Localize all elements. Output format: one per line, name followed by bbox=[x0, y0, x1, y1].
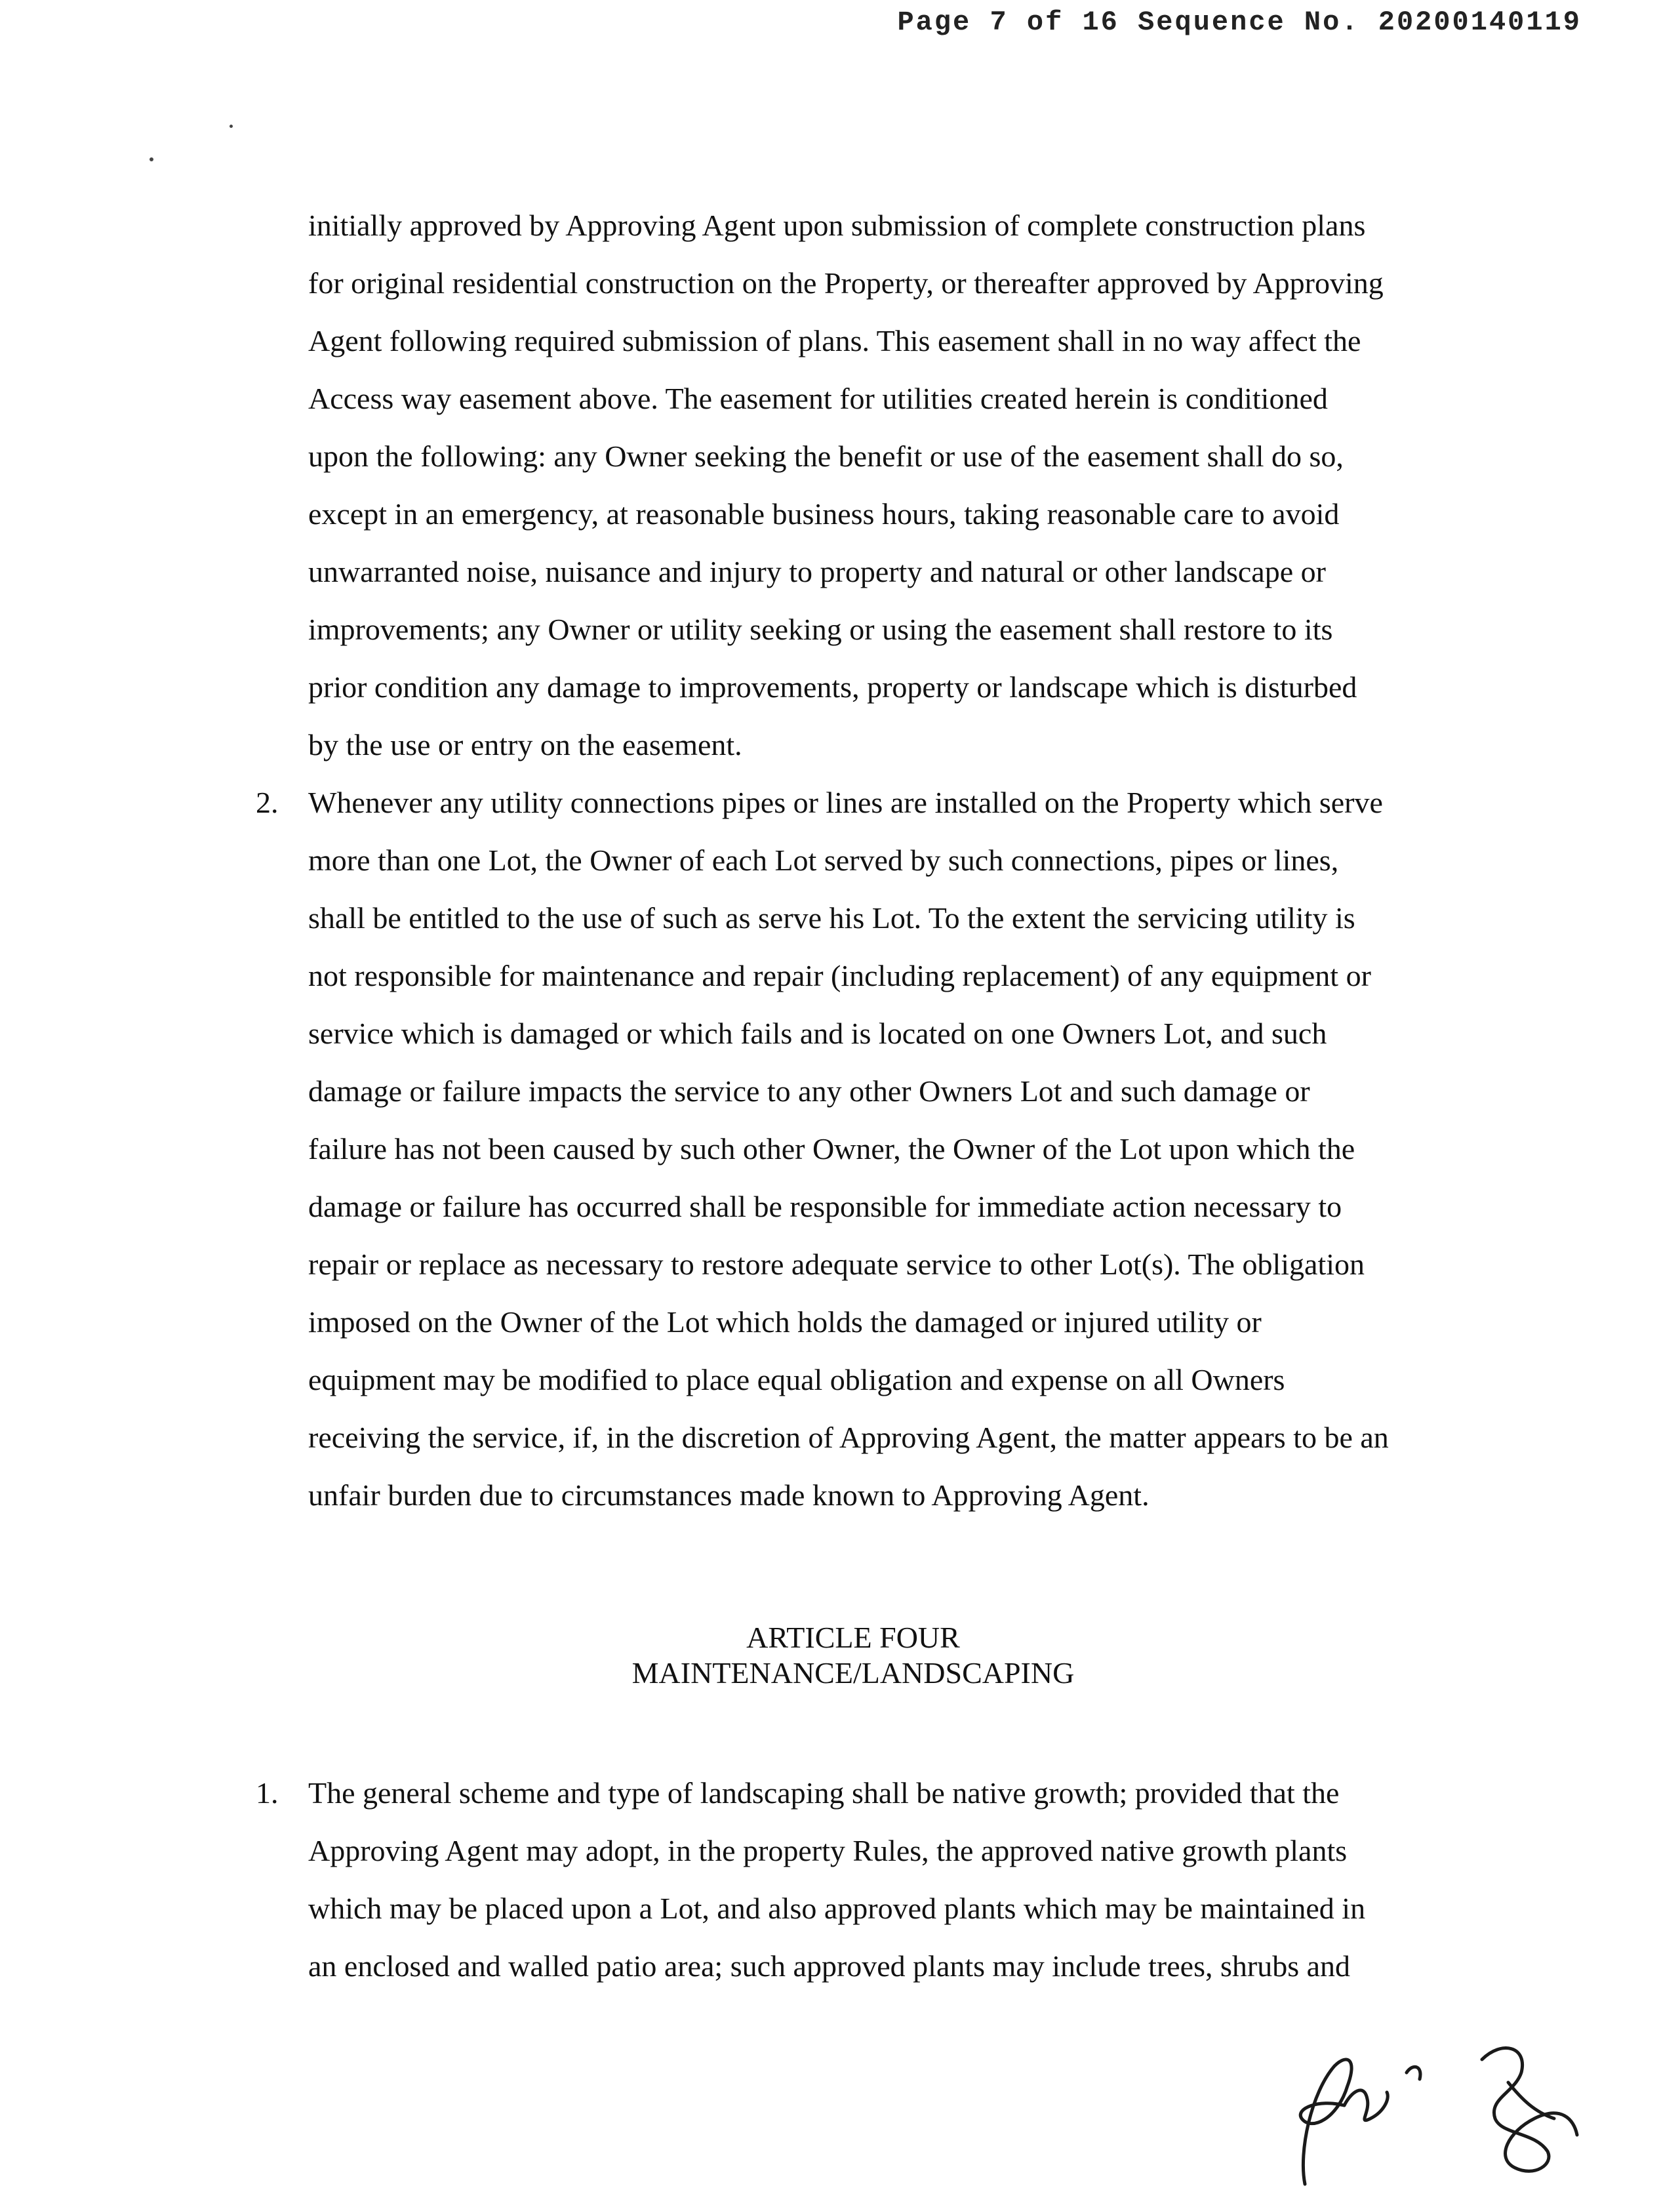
text-line: Access way easement above. The easement for utilities created herein is conditioned bbox=[308, 382, 1328, 415]
text-line: receiving the service, if, in the discretion of Approving Agent, the matter appears to be an bbox=[308, 1421, 1389, 1454]
text-line: Whenever any utility connections pipes or lines are installed on the Property which serve bbox=[308, 786, 1383, 819]
text-line: Approving Agent may adopt, in the property Rules, the approved native growth plants bbox=[308, 1834, 1348, 1867]
page-sequence-header: Page 7 of 16 Sequence No. 20200140119 bbox=[897, 7, 1582, 38]
text-line: unfair burden due to circumstances made known to Approving Agent. bbox=[308, 1478, 1150, 1512]
article-subtitle: MAINTENANCE/LANDSCAPING bbox=[631, 1656, 1075, 1690]
item-number: 2. bbox=[256, 786, 279, 819]
scan-speck bbox=[150, 157, 153, 161]
article-title: ARTICLE FOUR bbox=[746, 1621, 960, 1654]
text-line: service which is damaged or which fails and is located on one Owners Lot, and such bbox=[308, 1017, 1327, 1050]
text-line: The general scheme and type of landscaping shall be native growth; provided that the bbox=[308, 1776, 1340, 1810]
text-line: prior condition any damage to improvements, property or landscape which is disturbed bbox=[308, 670, 1357, 704]
text-line: damage or failure has occurred shall be responsible for immediate action necessary to bbox=[308, 1190, 1342, 1223]
item-number: 1. bbox=[256, 1776, 279, 1810]
text-line: which may be placed upon a Lot, and also approved plants which may be maintained in bbox=[308, 1892, 1366, 1925]
text-line: an enclosed and walled patio area; such approved plants may include trees, shrubs and bbox=[308, 1949, 1351, 1983]
text-line: except in an emergency, at reasonable business hours, taking reasonable care to avoid bbox=[308, 497, 1340, 531]
text-line: repair or replace as necessary to restore adequate service to other Lot(s). The obligation bbox=[308, 1247, 1365, 1281]
text-line: Agent following required submission of plans. This easement shall in no way affect the bbox=[308, 324, 1361, 357]
text-line: more than one Lot, the Owner of each Lot served by such connections, pipes or lines, bbox=[308, 843, 1339, 877]
article-heading bbox=[0, 1620, 1680, 1691]
text-line: shall be entitled to the use of such as serve his Lot. To the extent the servicing utility is bbox=[308, 901, 1355, 935]
text-line: equipment may be modified to place equal obligation and expense on all Owners bbox=[308, 1363, 1285, 1396]
text-line: unwarranted noise, nuisance and injury to property and natural or other landscape or bbox=[308, 555, 1326, 588]
handwritten-initials-signature bbox=[1285, 2020, 1587, 2190]
text-line: initially approved by Approving Agent upon submission of complete construction plans bbox=[308, 209, 1366, 242]
item-body bbox=[308, 774, 1528, 1524]
text-line: failure has not been caused by such other Owner, the Owner of the Lot upon which the bbox=[308, 1132, 1355, 1166]
continuation-paragraph bbox=[308, 197, 1534, 774]
scan-speck bbox=[230, 125, 233, 128]
text-line: not responsible for maintenance and repair (including replacement) of any equipment or bbox=[308, 959, 1371, 992]
text-line: improvements; any Owner or utility seeking or using the easement shall restore to its bbox=[308, 613, 1333, 646]
text-line: damage or failure impacts the service to any other Owners Lot and such damage or bbox=[308, 1074, 1310, 1108]
text-line: imposed on the Owner of the Lot which holds the damaged or injured utility or bbox=[308, 1305, 1262, 1339]
text-line: by the use or entry on the easement. bbox=[308, 728, 742, 761]
text-line: for original residential construction on the Property, or thereafter approved by Approving bbox=[308, 266, 1384, 300]
text-line: upon the following: any Owner seeking the benefit or use of the easement shall do so, bbox=[308, 439, 1344, 473]
item-body bbox=[308, 1764, 1528, 1995]
